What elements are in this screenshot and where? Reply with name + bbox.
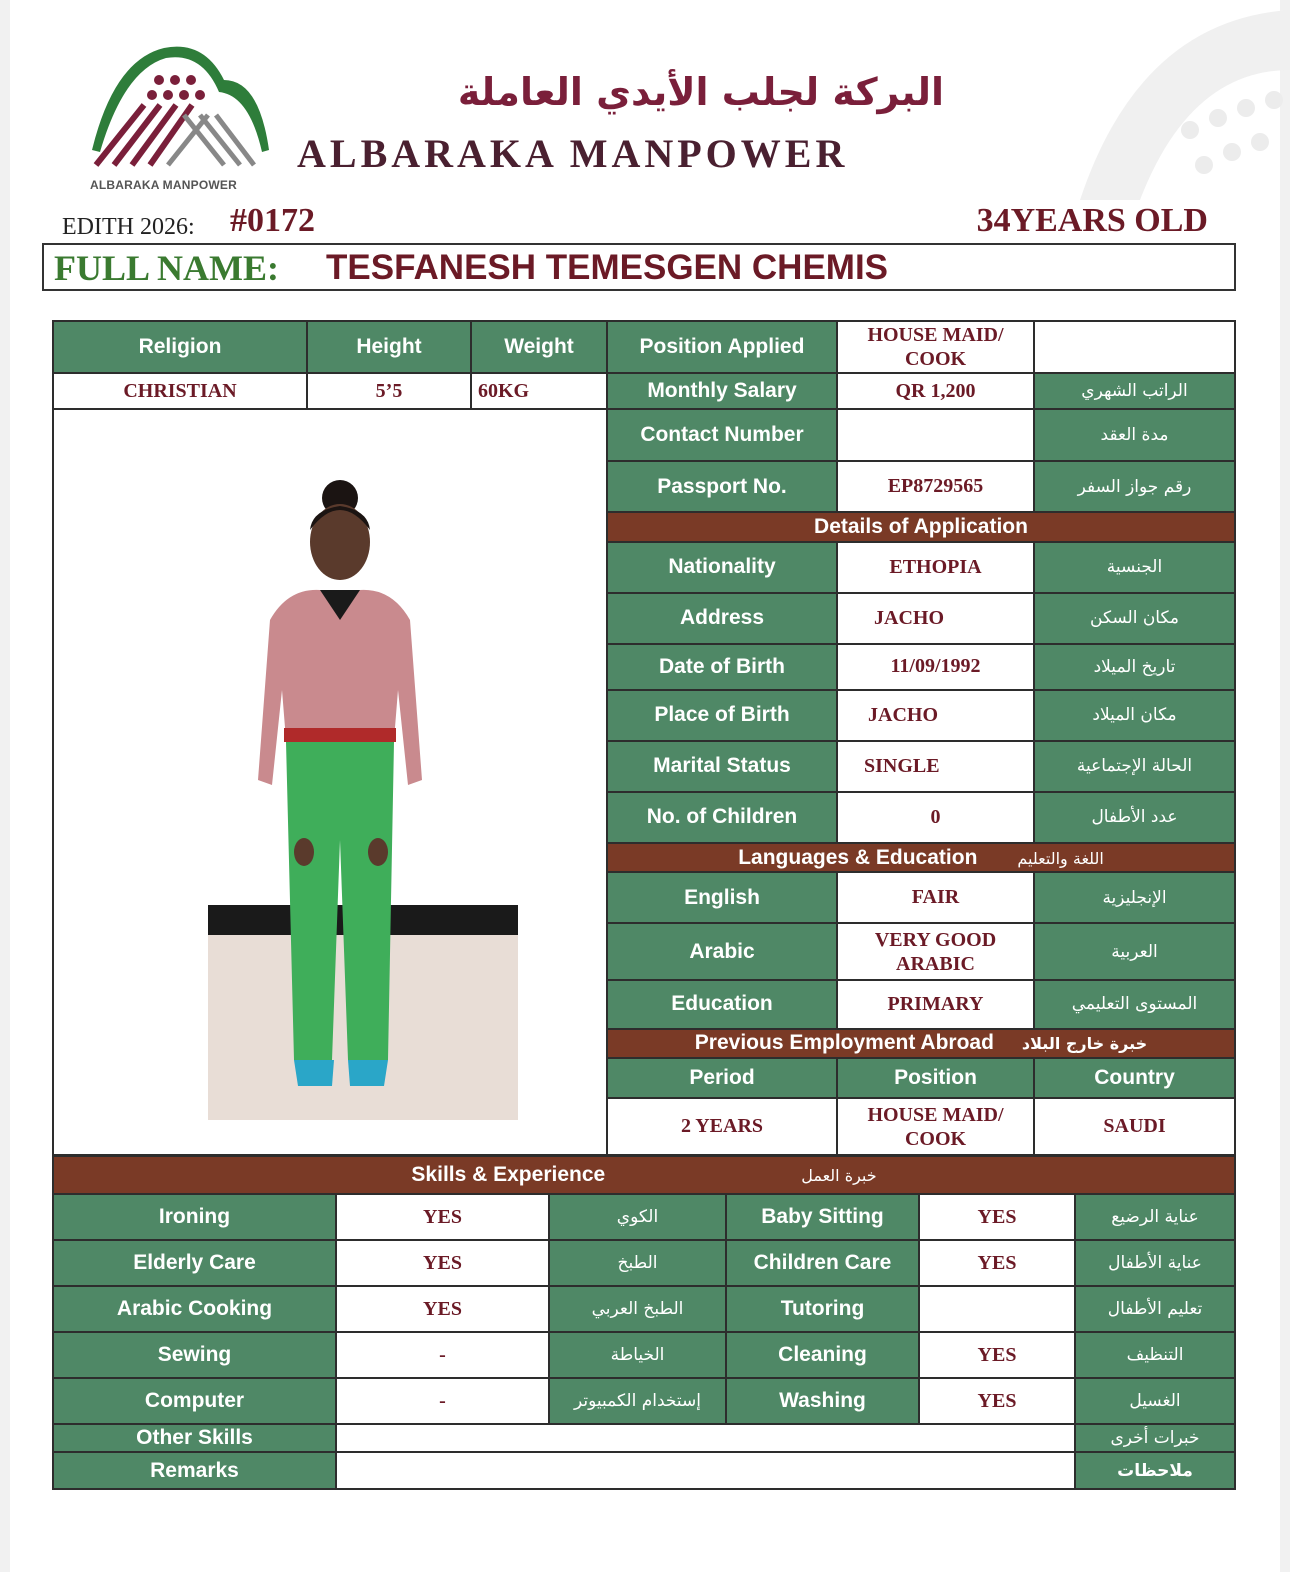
languages-title-en: Languages & Education (738, 845, 978, 869)
candidate-age: 34YEARS OLD (976, 202, 1208, 239)
skill-label: Sewing (53, 1332, 336, 1378)
detail-arabic: مدة العقد (1034, 409, 1235, 461)
employment-position-line-2: COOK (904, 1127, 967, 1150)
candidate-photo (208, 480, 518, 1120)
skill-value: - (336, 1332, 549, 1378)
position-applied-label: Position Applied (607, 321, 837, 373)
language-value: PRIMARY (837, 980, 1034, 1029)
application-label: Nationality (607, 542, 837, 593)
language-value: FAIR (837, 872, 1034, 923)
photo-cell (53, 409, 607, 1155)
detail-arabic: الراتب الشهري (1034, 373, 1235, 409)
application-section-title: Details of Application (607, 512, 1235, 541)
remarks-row (53, 1452, 1235, 1489)
skill-value: YES (919, 1194, 1075, 1240)
full-name-value: TESFANESH TEMESGEN CHEMIS (326, 248, 889, 287)
language-label: English (607, 872, 837, 923)
skill-label: Children Care (726, 1240, 919, 1286)
skill-arabic: التنظيف (1075, 1332, 1235, 1378)
remarks-value (336, 1452, 1075, 1489)
application-arabic: مكان السكن (1034, 593, 1235, 644)
employment-title-en: Previous Employment Abroad (694, 1031, 994, 1055)
detail-label: Contact Number (607, 409, 837, 461)
employment-section-title (607, 1029, 1235, 1058)
employment-position-line-1: HOUSE MAID/ (867, 1103, 1004, 1126)
employment-title-ar: خبرة خارج البلاد (1021, 1034, 1148, 1054)
position-line-1: HOUSE MAID/ (867, 324, 1004, 346)
skill-row (53, 1378, 1235, 1424)
skill-label: Baby Sitting (726, 1194, 919, 1240)
weight-label: Weight (471, 321, 607, 373)
other-skills-value (336, 1424, 1075, 1452)
full-name-box (42, 243, 1236, 291)
right-edge (1280, 0, 1290, 1572)
application-label: Place of Birth (607, 690, 837, 741)
salary-row (53, 373, 1235, 409)
left-edge (0, 0, 10, 1572)
other-skills-arabic: خبرات أخرى (1075, 1424, 1235, 1452)
application-label: Address (607, 593, 837, 644)
other-skills-label: Other Skills (53, 1424, 336, 1452)
language-arabic: المستوى التعليمي (1034, 980, 1235, 1029)
company-header (84, 40, 964, 200)
skill-label: Washing (726, 1378, 919, 1424)
language-label: Education (607, 980, 837, 1029)
skill-arabic: عناية الأطفال (1075, 1240, 1235, 1286)
skill-row (53, 1332, 1235, 1378)
height-label: Height (307, 321, 471, 373)
application-arabic: عدد الأطفال (1034, 792, 1235, 843)
logo-caption: ALBARAKA MANPOWER (90, 178, 237, 192)
detail-value: QR 1,200 (837, 373, 1034, 409)
skill-label: Ironing (53, 1194, 336, 1240)
remarks-label: Remarks (53, 1452, 336, 1489)
application-value: 11/09/1992 (837, 644, 1034, 690)
company-logo (84, 40, 274, 190)
skill-value: - (336, 1378, 549, 1424)
company-name-arabic: البركة لجلب الأيدي العاملة (457, 70, 944, 114)
candidate-code: #0172 (230, 202, 315, 239)
skill-arabic: الطبخ العربي (549, 1286, 726, 1332)
application-label: Marital Status (607, 741, 837, 792)
application-value: JACHO (837, 593, 1034, 644)
application-label: Date of Birth (607, 644, 837, 690)
other-skills-row (53, 1424, 1235, 1452)
skill-label: Tutoring (726, 1286, 919, 1332)
language-value-line-1: VERY GOOD (874, 928, 997, 951)
application-label: No. of Children (607, 792, 837, 843)
languages-title-ar: اللغة والتعليم (1017, 848, 1104, 868)
position-applied-blank (1034, 321, 1235, 373)
height-value: 5’5 (307, 373, 471, 409)
employment-position (837, 1098, 1034, 1155)
skill-label: Arabic Cooking (53, 1286, 336, 1332)
skill-row (53, 1194, 1235, 1240)
skill-value: YES (919, 1332, 1075, 1378)
full-name-label: FULL NAME: (54, 248, 279, 288)
application-value: JACHO (837, 690, 1034, 741)
skills-title-ar: خبرة العمل (801, 1166, 877, 1185)
header-row (53, 321, 1235, 373)
skill-value (919, 1286, 1075, 1332)
skills-section-title (53, 1156, 1235, 1194)
employment-period: 2 YEARS (607, 1098, 837, 1155)
application-arabic: تاريخ الميلاد (1034, 644, 1235, 690)
skill-arabic: عناية الرضيع (1075, 1194, 1235, 1240)
remarks-arabic: ملاحظات (1075, 1452, 1235, 1489)
detail-value (837, 409, 1034, 461)
weight-value: 60KG (471, 373, 607, 409)
skill-label: Elderly Care (53, 1240, 336, 1286)
skills-title-en: Skills & Experience (411, 1163, 606, 1186)
skill-arabic: الخياطة (549, 1332, 726, 1378)
skills-section-row (53, 1156, 1235, 1194)
candidate-details-table (52, 320, 1236, 1214)
detail-label: Monthly Salary (607, 373, 837, 409)
detail-label: Passport No. (607, 461, 837, 512)
languages-section-title (607, 843, 1235, 872)
skill-arabic: الغسيل (1075, 1378, 1235, 1424)
position-applied-value (837, 321, 1034, 373)
position-line-2: COOK (904, 348, 967, 370)
skill-arabic: إستخدام الكمبيوتر (549, 1378, 726, 1424)
skill-arabic: الكوي (549, 1194, 726, 1240)
religion-value: CHRISTIAN (53, 373, 307, 409)
language-label: Arabic (607, 923, 837, 980)
skill-row (53, 1240, 1235, 1286)
religion-label: Religion (53, 321, 307, 373)
language-value (837, 923, 1034, 980)
language-arabic: العربية (1034, 923, 1235, 980)
language-arabic: الإنجليزية (1034, 872, 1235, 923)
detail-value: EP8729565 (837, 461, 1034, 512)
skill-value: YES (336, 1286, 549, 1332)
skill-row (53, 1286, 1235, 1332)
application-arabic: مكان الميلاد (1034, 690, 1235, 741)
application-arabic: الحالة الإجتماعية (1034, 741, 1235, 792)
skill-arabic: الطبخ (549, 1240, 726, 1286)
contact-row (53, 409, 1235, 461)
skill-value: YES (336, 1240, 549, 1286)
watermark-graphic (990, 0, 1290, 210)
employment-country: SAUDI (1034, 1098, 1235, 1155)
skill-value: YES (919, 1240, 1075, 1286)
company-name-english: ALBARAKA MANPOWER (297, 131, 849, 176)
skill-value: YES (336, 1194, 549, 1240)
application-value: 0 (837, 792, 1034, 843)
edition-label: EDITH 2026: (62, 214, 195, 240)
employment-period-header: Period (607, 1058, 837, 1098)
language-value-line-2: ARABIC (896, 952, 975, 975)
employment-country-header: Country (1034, 1058, 1235, 1098)
application-arabic: الجنسية (1034, 542, 1235, 593)
application-value: ETHOPIA (837, 542, 1034, 593)
skill-value: YES (919, 1378, 1075, 1424)
skills-table (52, 1155, 1236, 1490)
detail-arabic: رقم جواز السفر (1034, 461, 1235, 512)
application-value: SINGLE (837, 741, 1034, 792)
skill-label: Computer (53, 1378, 336, 1424)
skill-arabic: تعليم الأطفال (1075, 1286, 1235, 1332)
employment-position-header: Position (837, 1058, 1034, 1098)
skill-label: Cleaning (726, 1332, 919, 1378)
